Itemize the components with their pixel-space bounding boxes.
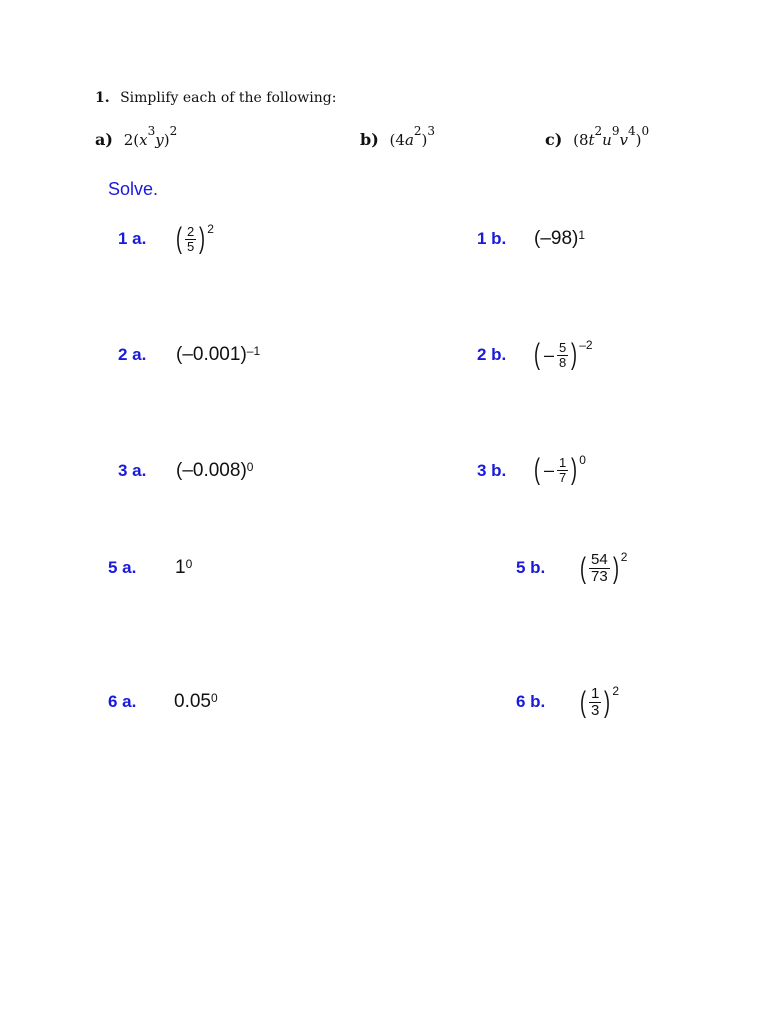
variable: a bbox=[404, 131, 414, 149]
problem-3a-label: 3 a. bbox=[118, 461, 147, 480]
denominator: 5 bbox=[187, 238, 195, 254]
fraction bbox=[185, 225, 196, 254]
denominator: 73 bbox=[591, 568, 608, 585]
problem-3a-expression: (–0.008) $^0$ bbox=[176, 460, 254, 481]
open-paren: ( bbox=[389, 131, 396, 149]
problem-1b-label: 1 b. bbox=[477, 229, 507, 248]
base: (–98) bbox=[534, 228, 579, 249]
problem-2b-expression: ( – $\frac{5}{8}$ ) $^{-2}$ bbox=[534, 338, 593, 371]
numerator: 2 bbox=[187, 223, 195, 239]
open-paren: ( bbox=[534, 453, 540, 486]
exponent: 3 bbox=[147, 124, 156, 138]
close-paren: ) bbox=[163, 131, 170, 149]
base: 0.05 bbox=[174, 691, 211, 712]
coefficient: 8 bbox=[578, 131, 589, 149]
close-paren: ) bbox=[604, 685, 611, 719]
outer-exponent: 0 bbox=[641, 124, 650, 138]
close-paren: ) bbox=[635, 131, 642, 149]
minus-sign: – bbox=[544, 459, 555, 480]
numerator: 1 bbox=[591, 685, 600, 702]
problem-1a-label: 1 a. bbox=[118, 229, 147, 248]
variable: v bbox=[619, 131, 628, 149]
base: (–0.001) bbox=[176, 344, 247, 365]
numerator: 1 bbox=[559, 454, 567, 470]
question-text: Simplify each of the following: bbox=[120, 90, 337, 106]
denominator: 7 bbox=[559, 469, 567, 485]
minus-sign: – bbox=[544, 344, 555, 365]
problem-1a-expression: ( $\frac{2}{5}$ ) $^2$ bbox=[176, 222, 214, 255]
variable: u bbox=[602, 131, 612, 149]
coefficient: 4 bbox=[395, 131, 405, 149]
question-number: 1. bbox=[95, 90, 110, 106]
variable: x bbox=[139, 131, 148, 149]
close-paren: ) bbox=[421, 131, 428, 149]
open-paren: ( bbox=[176, 222, 182, 255]
problem-5a-label: 5 a. bbox=[108, 558, 137, 577]
variable: y bbox=[155, 131, 164, 149]
open-paren: ( bbox=[573, 131, 579, 149]
numerator: 54 bbox=[591, 551, 608, 568]
problem-3b-label: 3 b. bbox=[477, 461, 507, 480]
open-paren: ( bbox=[534, 338, 540, 371]
problem-5b-expression: ( $\frac{54}{73}$ ) $^2$ bbox=[580, 549, 628, 585]
fraction bbox=[557, 456, 568, 485]
denominator: 8 bbox=[559, 354, 567, 370]
part-c-label: c) bbox=[545, 130, 563, 149]
fraction bbox=[589, 552, 610, 585]
problem-6b-expression: ( $\frac{1}{3}$ ) $^2$ bbox=[580, 683, 620, 719]
exponent: 9 bbox=[611, 124, 620, 138]
open-paren: ( bbox=[580, 551, 586, 585]
denominator: 3 bbox=[591, 702, 600, 719]
part-b-expression bbox=[360, 124, 436, 149]
part-c-expression bbox=[545, 124, 650, 149]
open-paren: ( bbox=[580, 685, 586, 719]
close-paren: ) bbox=[571, 338, 578, 371]
numerator: 5 bbox=[559, 339, 567, 355]
open-paren: ( bbox=[133, 131, 140, 149]
question-1-instruction bbox=[95, 90, 336, 106]
problem-3b-expression: ( – $\frac{1}{7}$ ) $^0$ bbox=[534, 453, 586, 486]
problem-5a-expression: 1 $^0$ bbox=[175, 557, 193, 578]
problem-6a-expression: 0.05 $^0$ bbox=[174, 691, 218, 712]
exponent: 2 bbox=[594, 124, 603, 138]
problem-5b-label: 5 b. bbox=[516, 558, 546, 577]
outer-exponent: 3 bbox=[427, 124, 436, 138]
part-a-label: a) bbox=[95, 130, 113, 149]
close-paren: ) bbox=[612, 551, 619, 585]
close-paren: ) bbox=[571, 453, 578, 486]
exponent: 2 bbox=[413, 124, 422, 138]
problem-2a-label: 2 a. bbox=[118, 345, 147, 364]
exponent: 4 bbox=[627, 124, 636, 138]
problem-1b-expression: (–98) $^1$ bbox=[534, 228, 586, 249]
problem-2b-label: 2 b. bbox=[477, 345, 507, 364]
base: 1 bbox=[175, 557, 186, 578]
solve-heading: Solve. bbox=[108, 179, 159, 199]
coefficient: 2 bbox=[123, 131, 134, 149]
problem-2a-expression: (–0.001) $^{-1}$ bbox=[176, 344, 261, 365]
outer-exponent: 2 bbox=[169, 124, 178, 138]
part-b-label: b) bbox=[360, 130, 379, 149]
variable: t bbox=[588, 131, 595, 149]
problem-6a-label: 6 a. bbox=[108, 692, 137, 711]
fraction bbox=[557, 341, 568, 370]
part-a-expression bbox=[95, 124, 178, 149]
fraction bbox=[589, 686, 601, 719]
close-paren: ) bbox=[199, 222, 206, 255]
base: (–0.008) bbox=[176, 460, 247, 481]
problem-6b-label: 6 b. bbox=[516, 692, 546, 711]
